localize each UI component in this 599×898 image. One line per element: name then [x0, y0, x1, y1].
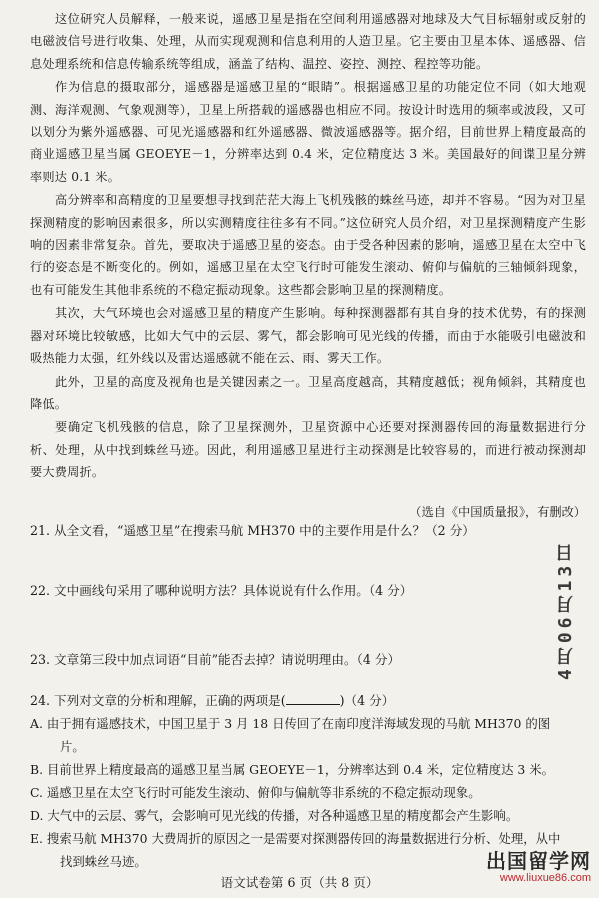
answer-blank[interactable] — [286, 692, 340, 705]
passage-paragraph-5: 此外，卫星的高度及视角也是关键因素之一。卫星高度越高，其精度越低；视角倾斜，其精度也降低。 — [30, 374, 586, 411]
question-21: 21. 从全文看，“遥感卫星”在搜索马航 MH370 中的主要作用是什么？（2 分） — [30, 523, 475, 538]
reading-passage — [30, 8, 586, 485]
passage-paragraph-6: 要确定飞机残骸的信息，除了卫星探测外，卫星资源中心还要对探测器传回的海量数据进行分析、处理，从中找到蛛丝马迹。因此，利用遥感卫星进行主动探测是比较容易的，而进行被动探测却要大费周折。 — [30, 420, 586, 480]
passage-paragraph-2: 作为信息的摄取部分，遥感器是遥感卫星的“眼睛”。根据遥感卫星的功能定位不同（如大地观测、海洋观测、气象观测等），卫星上所搭载的遥感器也相应不同。按设计时选用的频率或波段，又可以划分为紫外遥感器、可见光遥感器和红外遥感器、微波遥感器等。据介绍，目前世界上精度最高的商业遥感卫星当属 GEOEYE－1，分辨率达到 0.4 米，定位精度达 3 米。美国最好的间谍卫星分辨率则达 0.1 米。 — [30, 80, 586, 184]
passage-paragraph-4: 其次，大气环境也会对遥感卫星的精度产生影响。每种探测器都有其自身的技术优势，有的探测器对环境比较敏感，比如大气中的云层、雾气，都会影响可见光线的传播，而由于水能吸引电磁波和吸热能力太强，红外线以及雷达遥感就不能在云、雨、雾天工作。 — [30, 306, 586, 366]
page-footer: 语文试卷第 6 页（共 8 页） — [220, 875, 379, 890]
date-stamp: 4月06月13日 — [555, 539, 576, 681]
passage-source: （选自《中国质量报》，有删改） — [409, 505, 586, 519]
question-22: 22. 文中画线句采用了哪种说明方法？具体说说有什么作用。（4 分） — [30, 583, 413, 598]
question-24 — [30, 691, 560, 711]
option-b: B. 目前世界上精度最高的遥感卫星当属 GEOEYE－1，分辨率达到 0.4 米，定位精度达 3 米。 — [30, 762, 555, 777]
passage-paragraph-3: 高分辨率和高精度的卫星要想寻找到茫茫大海上飞机残骸的蛛丝马迹，却并不容易。“因为对卫星探测精度的影响因素很多，所以实测精度往往多有不同。”这位研究人员介绍，对卫星探测精度产生影响的因素非常复杂。首先，要取决于遥感卫星的姿态。由于受各种因素的影响，遥感卫星在太空中飞行的姿态是不断变化的。例如，遥感卫星在太空飞行时可能发生滚动、俯仰与偏航的三轴倾斜现象，也有可能发生其他非系统的不稳定振动现象。这些都会影响卫星的探测精度。 — [30, 193, 586, 297]
passage-paragraph-1: 这位研究人员解释，一般来说，遥感卫星是指在空间利用遥感器对地球及大气目标辐射或反射的电磁波信号进行收集、处理，从而实现观测和信息利用的人造卫星。它主要由卫星本体、遥感器、信息处理系统和信息传输系统等组成，涵盖了结构、温控、姿控、测控、程控等功能。 — [30, 12, 586, 71]
option-a: A. 由于拥有遥感技术，中国卫星于 3 月 18 日传回了在南印度洋海域发现的马航 MH370 的图片。 — [30, 716, 551, 754]
question-24-prefix: 24. 下列对文章的分析和理解，正确的两项是( — [30, 693, 286, 708]
site-watermark — [421, 845, 591, 884]
watermark-title: 出国留学网 — [486, 849, 591, 873]
watermark-url: www.liuxue86.com — [499, 872, 591, 884]
option-e: E. 搜索马航 MH370 大费周折的原因之一是需要对探测器传回的海量数据进行分析、处理，从中找到蛛丝马迹。 — [30, 831, 561, 869]
question-24-suffix: )（4 分） — [339, 693, 395, 708]
option-d: D. 大气中的云层、雾气，会影响可见光线的传播，对各种遥感卫星的精度都会产生影响。 — [30, 808, 519, 823]
question-23: 23. 文章第三段中加点词语“目前”能否去掉？请说明理由。（4 分） — [30, 652, 401, 667]
option-c: C. 遥感卫星在太空飞行时可能发生滚动、俯仰与偏航等非系统的不稳定振动现象。 — [30, 785, 481, 800]
